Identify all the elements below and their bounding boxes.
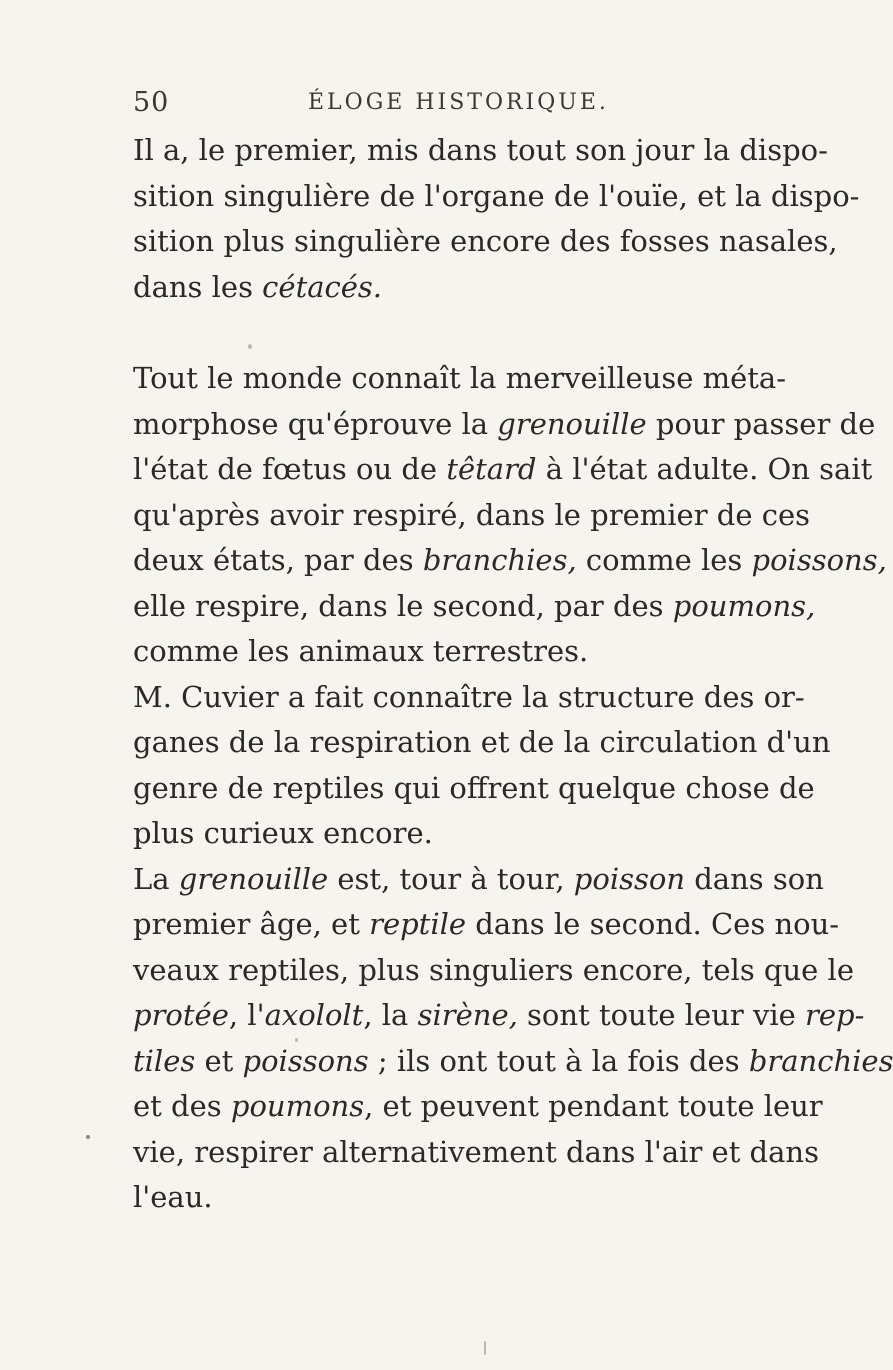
text-run: dans son (685, 861, 824, 896)
text-line (133, 720, 831, 766)
italic-term: tiles (133, 1043, 196, 1078)
italic-term: poumons (230, 1089, 365, 1123)
paper-speck (86, 1135, 90, 1139)
italic-term: branchies, (422, 543, 577, 577)
text-run: l'état de fœtus ou de (133, 452, 447, 486)
italic-term: poissons, (751, 543, 887, 577)
text-run: l'eau. (133, 1180, 213, 1214)
text-run: sont toute leur vie (517, 998, 805, 1032)
body-text (133, 128, 893, 1221)
paper-speck (295, 1038, 298, 1042)
text-run: dans le second. Ces nou- (466, 907, 840, 941)
text-run: est, tour à tour, (328, 861, 574, 896)
italic-term: branchies (748, 1043, 893, 1078)
text-line (133, 675, 805, 721)
text-run: à l'état adulte. On sait (536, 452, 873, 486)
italic-term: protée (133, 998, 229, 1032)
page-number: 50 (133, 86, 170, 118)
text-line (133, 265, 778, 311)
text-run: qu'après avoir respiré, dans le premier de ces (133, 497, 811, 532)
italic-term: grenouille (497, 406, 647, 441)
text-run: comme les (576, 543, 752, 577)
text-line (133, 356, 787, 402)
text-run: dans les (133, 269, 263, 304)
text-line (133, 538, 887, 584)
italic-term: poissons (242, 1043, 369, 1078)
text-run: sition singulière de l'organe de l'ouïe, et la dispo- (133, 178, 860, 213)
text-run: comme les animaux terrestres. (133, 634, 589, 668)
text-run: M. Cuvier a fait connaître la structure des or- (133, 679, 805, 714)
text-run: veaux reptiles, plus singuliers encore, tels que le (133, 952, 854, 987)
text-run: et des (133, 1089, 231, 1123)
text-line (133, 1084, 823, 1130)
text-run: ; ils ont tout à la fois des (368, 1043, 749, 1078)
text-line (133, 174, 860, 220)
text-line (133, 128, 828, 174)
text-line (133, 1130, 819, 1176)
paper-speck (248, 344, 252, 349)
italic-term: poumons, (672, 588, 816, 623)
text-run: ganes de la respiration et de la circulation d'un (133, 725, 831, 759)
text-run: La (133, 861, 179, 896)
page-header (133, 86, 673, 118)
italic-term: sirène, (417, 998, 518, 1032)
text-run: , et peuvent pendant toute leur (364, 1089, 823, 1123)
italic-term: rep- (805, 998, 865, 1032)
text-line (133, 857, 824, 903)
text-run: et (195, 1043, 243, 1078)
text-run: , la (363, 998, 418, 1032)
text-run: morphose qu'éprouve la (133, 406, 498, 441)
text-line (133, 902, 840, 948)
text-run: elle respire, dans le second, par des (133, 588, 673, 623)
italic-term: reptile (369, 907, 467, 941)
text-run: Tout le monde connaît la merveilleuse méta- (133, 361, 787, 395)
text-line (133, 1175, 778, 1221)
text-line (133, 993, 865, 1039)
text-run: premier âge, et (133, 907, 370, 941)
italic-term: cétacés. (262, 269, 383, 304)
text-line (133, 219, 838, 265)
italic-term: têtard (446, 452, 537, 486)
text-line (133, 493, 811, 539)
text-run: Il a, le premier, mis dans tout son jour la dispo- (133, 133, 828, 167)
text-line (133, 447, 873, 493)
italic-term: grenouille (178, 861, 329, 896)
paragraph-gap (133, 310, 778, 356)
text-run: genre de reptiles qui offrent quelque chose de (133, 770, 815, 805)
text-run: vie, respirer alternativement dans l'air et dans (133, 1134, 819, 1169)
text-run: plus curieux encore. (133, 816, 433, 850)
text-run: pour passer de (646, 406, 876, 441)
text-line (133, 811, 778, 857)
text-line (133, 629, 778, 675)
text-line (133, 948, 854, 994)
text-run: sition plus singulière encore des fosses nasales, (133, 224, 838, 258)
italic-term: poisson (573, 861, 685, 896)
text-line (133, 584, 816, 630)
running-title: ÉLOGE HISTORIQUE. (308, 89, 609, 115)
text-run: deux états, par des (133, 543, 423, 577)
italic-term: axololt (264, 998, 364, 1032)
text-line (133, 402, 876, 448)
text-run: , l' (228, 998, 265, 1032)
paper-speck (484, 1341, 486, 1355)
text-line (133, 1039, 893, 1085)
text-line (133, 766, 815, 812)
